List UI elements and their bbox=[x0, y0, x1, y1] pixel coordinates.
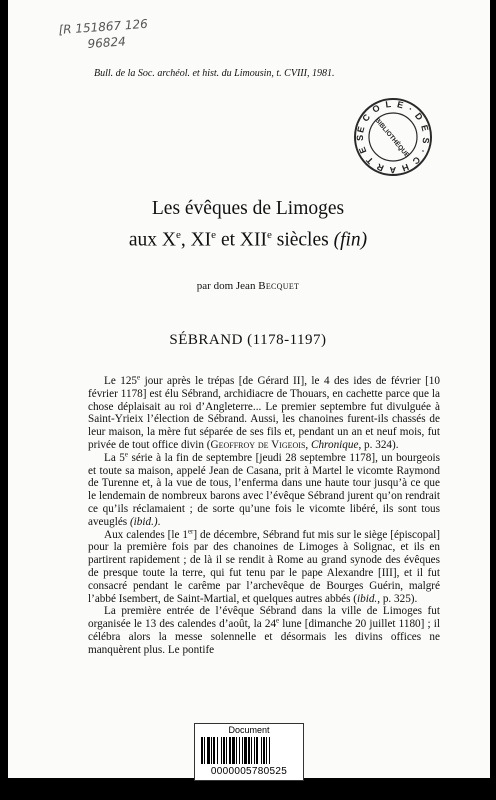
article-body bbox=[88, 375, 440, 657]
author-line: par dom Jean Becquet bbox=[196, 280, 300, 292]
paragraph-4: La première entrée de l’évêque Sébrand dans la ville de Limoges fut organisée le 13 des calendes d’août, la 24e lune [dimanche 20 juillet 1180] ; il célébra alors la messe solennelle et désormais les divins offices ne manquèrent plus. Le pontife bbox=[88, 605, 440, 656]
journal-reference: Bull. de la Soc. archéol. et hist. du Limousin, t. CVIII, 1981. bbox=[94, 68, 335, 79]
section-heading: SÉBRAND (1178-1197) bbox=[169, 332, 327, 348]
paragraph-1: Le 125e jour après le trépas [de Gérard II], le 4 des ides de février [10 février 1178] est élu Sébrand, archidiacre de Thouars, en cachette parce que la chose déplaisait au roi d’Angleterre... Le premier septembre fut divulguée à Saint-Yrieix l’élection de Sébrand. Aussi, les chanoines furent-ils chassés de leur maison, la mère fut séparée de ses fils et, pendant un an et neuf mois, fut privée de tout office divin (Geoffroy de Vigeois, Chronique, p. 324). bbox=[88, 373, 440, 451]
shelfmark-line-1: [R 151867 126 bbox=[58, 16, 149, 37]
scan-edge-left bbox=[0, 0, 8, 800]
barcode-label bbox=[194, 723, 304, 781]
paragraph-3: Aux calendes [le 1er] de décembre, Sébrand fut mis sur le siège [épiscopal] pour la première fois par des chanoines de Limoges à Solignac, et ils en partirent rapidement ; de là il se rendit à Rome au grand synode des évêques de presque toute la terre, qui fut tenu par le pape Alexandre [III], et il fut consacré pendant le carême par l’archevêque de Bourges Guérin, malgré l’abbé Isembert, de Saint-Martial, et quelques autres abbés (ibid., p. 325). bbox=[88, 526, 440, 605]
barcode-number: 0000005780525 bbox=[210, 766, 288, 777]
library-stamp-icon bbox=[352, 96, 434, 178]
article-title-line-2: aux Xe, XIe et XIIe siècles (fin) bbox=[128, 229, 368, 251]
title-fin: (fin) bbox=[333, 229, 368, 251]
shelfmark-line-2: 96824 bbox=[87, 34, 127, 51]
svg-text:É C O L E · D E S · C H A R T: É C O L E · D E S · C H A R T E S bbox=[354, 98, 432, 176]
barcode-title: Document bbox=[228, 725, 270, 735]
svg-text:BIBLIOTHÈQUE: BIBLIOTHÈQUE bbox=[373, 116, 411, 160]
author-surname: Becquet bbox=[258, 280, 300, 292]
scan-edge-right bbox=[490, 0, 496, 800]
handwritten-shelfmark bbox=[58, 16, 149, 54]
scan-edge-bottom bbox=[0, 778, 496, 800]
barcode-icon bbox=[201, 737, 297, 764]
article-title-line-1: Les évêques de Limoges bbox=[151, 198, 345, 219]
paragraph-2: La 5e série à la fin de septembre [jeudi 28 septembre 1178], un bourgeois et toute sa maison, appelé Jean de Casana, prit à Martel le vicomte Raymond de Turenne et, à la vue de tous, l’enferma dans une haute tour jusqu’à ce que le lendemain de nombreux barons avec l’évêque Sébrand jurent qu’on rendrait ce qu’ils réclamaient ; de sorte qu’une fois le vicomte libéré, ils sont tous aveuglés (ibid.). bbox=[88, 450, 440, 528]
